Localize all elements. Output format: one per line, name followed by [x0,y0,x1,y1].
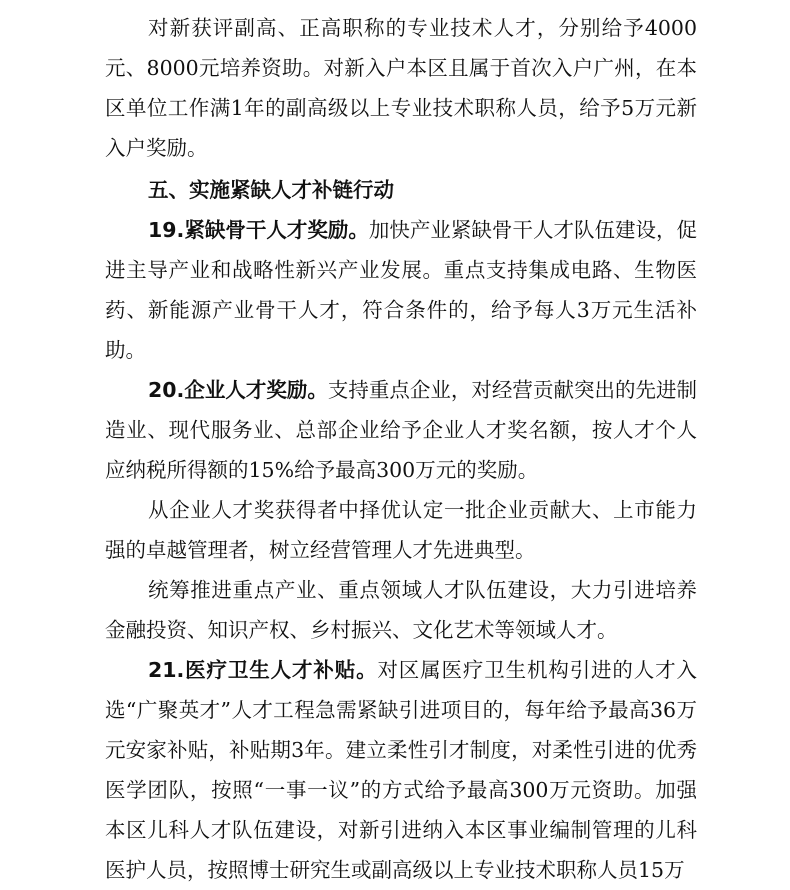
item-20-title: 20.企业人才奖励。 [148,378,328,402]
paragraph-item-20 [105,370,697,490]
paragraph-item-21 [105,650,697,890]
item-19-title: 19.紧缺骨干人才奖励。 [148,218,369,242]
item-19-body: 加快产业紧缺骨干人才队伍建设，促进主导产业和战略性新兴产业发展。重点支持集成电路、生物医药、新能源产业骨干人才，符合条件的，给予每人3万元生活补助。 [105,218,697,362]
paragraph-training-subsidy: 对新获评副高、正高职称的专业技术人才，分别给予4000元、8000元培养资助。对新入户本区且属于首次入户广州，在本区单位工作满1年的副高级以上专业技术职称人员，给予5万元新入户奖励。 [105,16,697,160]
item-21-title: 21.医疗卫生人才补贴。 [148,658,378,682]
document-page [105,0,697,890]
item-21-body: 对区属医疗卫生机构引进的人才入选“广聚英才”人才工程急需紧缺引进项目的，每年给予最高36万元安家补贴，补贴期3年。建立柔性引才制度，对柔性引进的优秀医学团队，按照“一事一议”的方式给予最高300万元资助。加强本区儿科人才队伍建设，对新引进纳入本区事业编制管理的儿科医护人员，按照博士研究生或副高级以上专业技术职称人员15万 [105,658,697,882]
item-20-body: 支持重点企业，对经营贡献突出的先进制造业、现代服务业、总部企业给予企业人才奖名额，按人才个人应纳税所得额的15%给予最高300万元的奖励。 [105,378,697,482]
paragraph-coordinate-talent: 统筹推进重点产业、重点领域人才队伍建设，大力引进培养金融投资、知识产权、乡村振兴、文化艺术等领域人才。 [105,578,697,642]
paragraph-select-managers: 从企业人才奖获得者中择优认定一批企业贡献大、上市能力强的卓越管理者，树立经营管理人才先进典型。 [105,498,697,562]
paragraph-item-19 [105,210,697,370]
section-heading: 五、实施紧缺人才补链行动 [148,178,394,202]
